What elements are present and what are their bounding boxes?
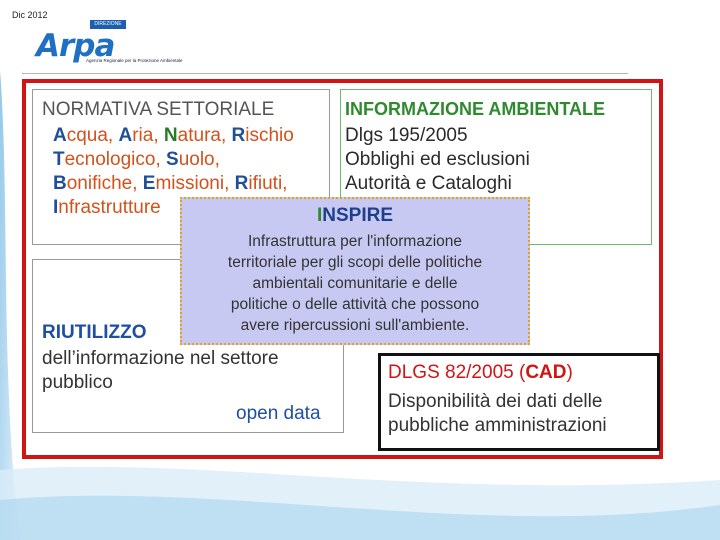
cad-line: pubbliche amministrazioni (388, 415, 607, 436)
informazione-line: Autorità e Cataloghi (345, 173, 512, 194)
logo-wordmark: Arpa (36, 28, 115, 64)
cad-lines (388, 390, 607, 438)
normativa-line: Infrastrutture (53, 197, 161, 218)
date-label: Dic 2012 (12, 10, 48, 20)
informazione-lines (345, 124, 530, 196)
arpa-logo (36, 20, 183, 68)
inspire-line: territoriale per gli scopi delle politiche (227, 254, 483, 271)
cad-title (388, 362, 573, 384)
informazione-line: Dlgs 195/2005 (345, 125, 468, 146)
riutilizzo-lines (42, 347, 279, 395)
informazione-line: Obblighi ed esclusioni (345, 149, 530, 170)
riutilizzo-line: pubblico (42, 372, 113, 393)
inspire-box (180, 197, 530, 345)
logo-badge: DIREZIONE (90, 20, 126, 29)
cad-title-prefix: DLGS 82/2005 ( (388, 362, 526, 383)
inspire-line: politiche o delle attività che possono (230, 296, 480, 313)
riutilizzo-title: RIUTILIZZO (42, 322, 147, 343)
normativa-title: NORMATIVA SETTORIALE (42, 99, 275, 120)
riutilizzo-line: dell’informazione nel settore (42, 348, 279, 369)
inspire-line: avere ripercussioni sull'ambiente. (240, 317, 470, 334)
inspire-line: Infrastruttura per l'informazione (247, 233, 463, 250)
normativa-line: Bonifiche, Emissioni, Rifiuti, (53, 173, 288, 194)
inspire-title-initial: I (316, 205, 323, 226)
normativa-line: Tecnologico, Suolo, (53, 149, 220, 170)
cad-title-suffix: ) (566, 362, 573, 383)
inspire-line: ambientali comunitarie e delle (252, 275, 458, 292)
cad-line: Disponibilità dei dati delle (388, 391, 603, 412)
informazione-title: INFORMAZIONE AMBIENTALE (345, 99, 605, 119)
inspire-title (182, 205, 528, 227)
inspire-description (182, 231, 528, 336)
header-divider (22, 73, 628, 74)
cad-box (378, 353, 660, 451)
cad-title-bold: CAD (525, 362, 567, 383)
main-frame (22, 79, 663, 459)
open-data-label: open data (236, 403, 321, 424)
logo-tagline: Agenzia Regionale per la Protezione Ambientale (86, 58, 183, 63)
inspire-title-rest: NSPIRE (322, 205, 394, 226)
normativa-line: Acqua, Aria, Natura, Rischio (53, 125, 294, 146)
